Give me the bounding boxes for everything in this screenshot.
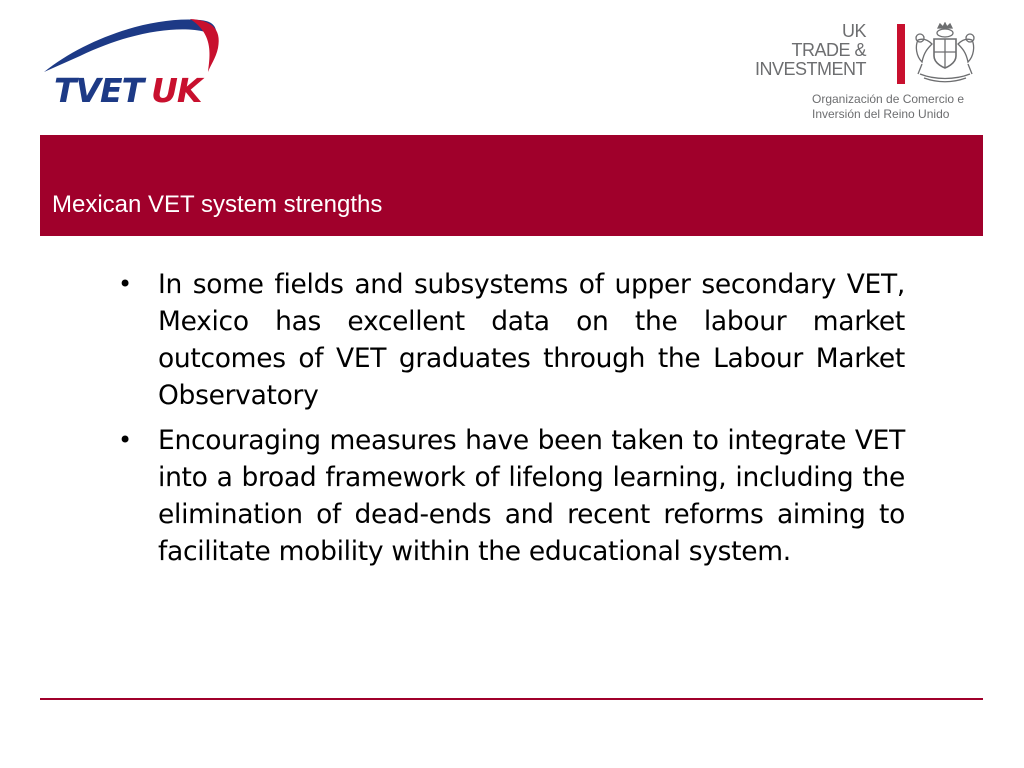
tvet-word: TVET (54, 71, 144, 110)
ukti-spanish-line2: Inversión del Reino Unido (812, 107, 950, 121)
slide-title: Mexican VET system strengths (52, 191, 383, 218)
ukti-line-investment: INVESTMENT (754, 59, 866, 79)
bullet-marker: • (118, 270, 133, 298)
bullet-text: Encouraging measures have been taken to integrate VET into a broad framework of lifelong learning, including the elimination of dead-ends and recent reforms aiming to facilitate mobility within the educational system. (158, 425, 905, 567)
ukti-line-trade: TRADE & (791, 40, 866, 60)
footer-divider (40, 698, 983, 700)
ukti-line-uk: UK (841, 21, 866, 41)
bullet-marker: • (118, 426, 133, 454)
ukti-wordmark (755, 22, 866, 79)
ukti-red-bar (897, 24, 905, 84)
ukti-spanish-name (812, 92, 964, 122)
tvet-uk-logo (40, 14, 230, 114)
tvet-wordmark (54, 71, 202, 110)
bullet-item (112, 266, 905, 414)
uk-word: UK (151, 71, 202, 110)
bullet-list (112, 266, 905, 578)
title-band (40, 135, 983, 236)
royal-crest-icon (910, 22, 980, 84)
bullet-text: In some fields and subsystems of upper secondary VET, Mexico has excellent data on the labour market outcomes of VET graduates through the Labour Market Observatory (158, 269, 905, 411)
bullet-item (112, 422, 905, 570)
ukti-spanish-line1: Organización de Comercio e (812, 92, 965, 106)
ukti-logo (754, 21, 990, 126)
